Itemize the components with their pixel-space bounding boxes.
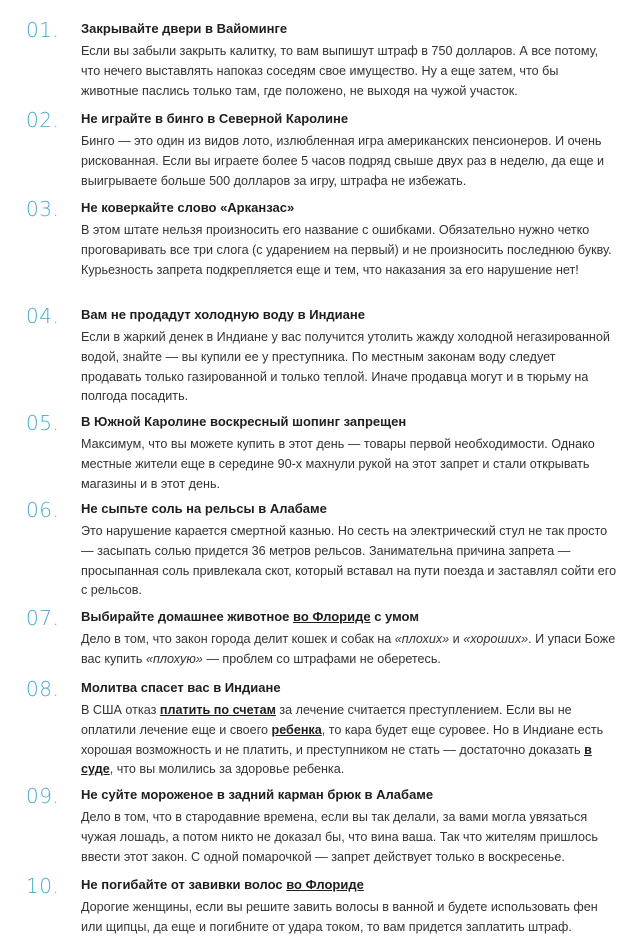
item-number: 01. bbox=[26, 18, 60, 42]
item-title: Не суйте мороженое в задний карман брюк в Алабаме bbox=[81, 787, 434, 802]
title-part: Не погибайте от завивки волос bbox=[81, 877, 287, 892]
pay-bills-link[interactable]: платить по счетам bbox=[159, 703, 276, 717]
item-number: 10. bbox=[26, 874, 60, 898]
item-title bbox=[81, 609, 621, 624]
item-title: Не сыпьте соль на рельсы в Алабаме bbox=[81, 501, 327, 516]
florida-link[interactable]: во Флориде bbox=[286, 877, 364, 892]
court-link[interactable]: в суде bbox=[81, 742, 592, 777]
title-part: с умом bbox=[370, 609, 419, 624]
item-text: В этом штате нельзя произносить его название с ошибками. Обязательно нужно четко проговаривать все три слога (с ударением на первый) и не произносить последнюю букву. Курьезность запрета подкрепляется еще и тем, что наказания за его нарушение нет! bbox=[81, 223, 612, 277]
text-part: Дело в том, что закон города делит кошек и собак на bbox=[81, 632, 395, 646]
item-number: 07. bbox=[26, 606, 60, 630]
item-title bbox=[81, 877, 621, 892]
text-part: , что вы молились за здоровье ребенка. bbox=[109, 762, 345, 777]
item-title: Молитва спасет вас в Индиане bbox=[81, 680, 281, 695]
item-text: Бинго — это один из видов лото, излюбленная игра американских пенсионеров. И очень рискованная. Если вы играете более 5 часов подряд свыше двух раз в неделю, да еще и выигрываете больше 500 долларов за игру, штрафа не избежать. bbox=[81, 134, 605, 188]
item-text: Дело в том, что в стародавние времена, если вы так делали, за вами могла увязаться чужая лошадь, а потом никто не доказал бы, что вина ваша. Так что жителям пришлось ввести этот закон. С одной помарочкой — запрет действует только в воскресенье. bbox=[81, 810, 598, 864]
item-number: 08. bbox=[26, 677, 60, 701]
item-text bbox=[81, 630, 617, 670]
text-part: и bbox=[449, 632, 464, 646]
item-text: Если вы забыли закрыть калитку, то вам выпишут штраф в 750 долларов. А все потому, что нечего выставлять напоказ соседям свое имущество. Ну а еще затем, что бы животные паслись только там, где положено, не выходя на чужой участок. bbox=[81, 44, 599, 98]
text-emphasis: «хороших» bbox=[463, 632, 529, 646]
child-link[interactable]: ребенка bbox=[271, 722, 322, 737]
item-title: Не коверкайте слово «Арканзас» bbox=[81, 200, 295, 215]
text-part: за лечение считается преступлением. Если вы не оплатили лечение еще и своего bbox=[81, 703, 572, 737]
item-number: 05. bbox=[26, 411, 60, 435]
item-number: 09. bbox=[26, 784, 60, 808]
text-part: . И упаси Боже вас купить bbox=[81, 632, 616, 666]
item-text bbox=[81, 701, 617, 780]
item-number: 03. bbox=[26, 197, 60, 221]
item-text: Максимум, что вы можете купить в этот день — товары первой необходимости. Однако местные жители еще в середине 90-х махнули рукой на этот запрет и стали открывать магазины и в этот день. bbox=[81, 437, 595, 491]
item-number: 04. bbox=[26, 304, 60, 328]
text-part: , то кара будет еще суровее. Но в Индиане есть хорошая возможность и не платить, и преступником не стать — достаточно доказать bbox=[81, 722, 604, 757]
item-title: В Южной Каролине воскресный шопинг запрещен bbox=[81, 414, 407, 429]
title-part: Выбирайте домашнее животное bbox=[81, 609, 293, 624]
florida-link[interactable]: во Флориде bbox=[293, 609, 371, 624]
item-text: Дорогие женщины, если вы решите завить волосы в ванной и будете использовать фен или щипцы, да еще и погибните от удара током, то вам придется заплатить штраф. bbox=[81, 900, 598, 934]
item-title: Закрывайте двери в Вайоминге bbox=[81, 21, 288, 36]
item-title: Не играйте в бинго в Северной Каролине bbox=[81, 111, 349, 126]
item-number: 06. bbox=[26, 498, 60, 522]
text-emphasis: «плохую» bbox=[145, 651, 203, 666]
item-number: 02. bbox=[26, 108, 60, 132]
item-title: Вам не продадут холодную воду в Индиане bbox=[81, 307, 365, 322]
text-part: В США отказ bbox=[81, 703, 160, 717]
item-text: Если в жаркий денек в Индиане у вас получится утолить жажду холодной негазированной водой, знайте — вы купили ее у преступника. По местным законам воду следует продавать только газированной и только теплой. Иначе продавца могут и в тюрьму на полгода посадить. bbox=[81, 330, 610, 404]
text-emphasis: «плохих» bbox=[394, 632, 450, 646]
text-part: — проблем со штрафами не оберетесь. bbox=[202, 651, 441, 666]
item-text: Это нарушение карается смертной казнью. Но сесть на электрический стул не так просто — засыпать солью придется 36 метров рельсов. Занимательна причина запрета — просыпанная соль привлекала скот, который вставал на пути поезда и заставлял сойти его с рельсов. bbox=[81, 524, 617, 598]
